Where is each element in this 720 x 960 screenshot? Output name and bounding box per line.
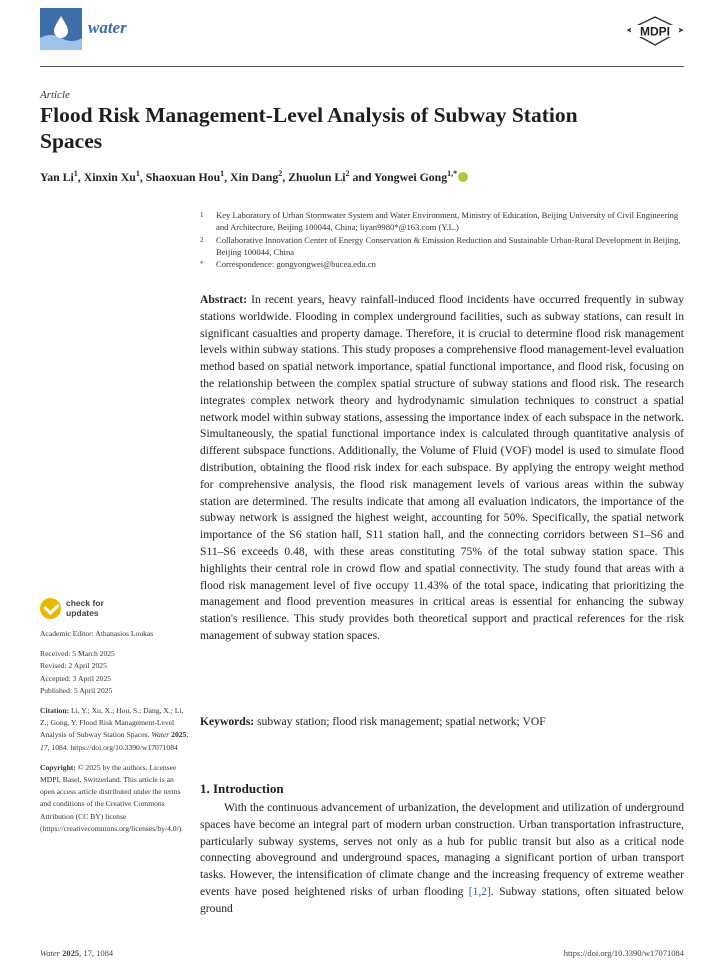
author-separator: and (349, 169, 375, 184)
citation-label: Citation: (40, 706, 70, 716)
received-date: Received: 5 March 2025 (40, 649, 115, 659)
footer-citation (40, 948, 113, 958)
citation-volume: 17 (40, 742, 48, 752)
affiliation-text: Key Laboratory of Urban Stormwater System and Water Environment, Ministry of Education, Beijing University of Civil Engineering and Architecture, Beijing 100044, China; liyan9980*@163.com (Y.L.) (216, 210, 679, 233)
copyright-label: Copyright: (40, 762, 76, 772)
academic-editor: Academic Editor: Athanasios Loukas (40, 629, 154, 638)
author-name[interactable]: Yongwei Gong (374, 169, 448, 184)
author-separator: , (224, 169, 231, 184)
affiliations (200, 209, 690, 270)
journal-name: water (88, 18, 127, 37)
orcid-icon[interactable] (458, 172, 468, 182)
affiliation-mark: 2 (200, 235, 204, 244)
author-separator: , (77, 169, 84, 184)
intro-text: With the continuous advancement of urbanization, the development and utilization of underground spaces have become an integral part of modern urban construction. Urban transportation infrastructure, particularly subway systems, serves not only as a hub for public transit but also as a critical node connecting aboveground and underground spaces, managing a significant portion of urban transport tasks. However, the intensification of climate change and the increasing frequency of extreme weather events have posed heightened risks of urban flooding (200, 801, 684, 898)
citation: Citation: Li, Y.; Xu, X.; Hou, S.; Dang, X.; Li, Z.; Gong, Y. Flood Risk Management-Level Analysis of Subway Station Spaces. Water 2025, 17, 1084. https://doi.org/10.3390/w17071084 (40, 706, 189, 752)
article-type: Article (40, 89, 70, 101)
mdpi-logo (626, 16, 684, 46)
section-heading-introduction: 1. Introduction (200, 781, 284, 796)
copyright (40, 762, 190, 835)
keywords (200, 715, 684, 728)
affiliation-text: Collaborative Innovation Center of Energy Conservation & Emission Reduction and Sustainable Urban-Rural Development in Beijing, Beijing 100044, China (216, 234, 681, 257)
mdpi-logo-text: MDPI (640, 24, 670, 39)
article-sidebar (40, 628, 190, 835)
copyright-text: © 2025 by the authors. Licensee MDPI, Basel, Switzerland. This article is an open access article distributed under the terms and conditions of the Creative Commons Attribution (CC BY) license (https://creativecommons.org/licenses/by/4.0/). (40, 762, 184, 833)
author-separator: , (282, 169, 289, 184)
author-name[interactable]: Xin Dang (230, 169, 279, 184)
citation-text: Li, Y.; Xu, X.; Hou, S.; Dang, X.; Li, Z.; Gong, Y. Flood Risk Management-Level Analysis of Subway Station Spaces. (40, 706, 184, 740)
author-name[interactable]: Xinxin Xu (83, 169, 136, 184)
abstract (200, 292, 684, 645)
abstract-text: In recent years, heavy rainfall-induced flood incidents have occurred frequently in subway stations worldwide. Flooding in complex underground facilities, such as subway stations, can result in significant casualties and property damage. Therefore, it is crucial to determine flood risk management levels within subway stations. This study proposes a comprehensive flood management-level evaluation method based on spatial network importance, spatial functional importance, and flood risk, focusing on the relationship between the complex spatial structure of subway stations and flood risk. The research integrates complex network theory and hydrodynamic simulation techniques to construct a spatial network model within subway stations, assessing the importance index of each subspace in the network. Simultaneously, the spatial functional importance index is calculated through quantitative analysis of different subspace functions. Additionally, the Volume of Fluid (VOF) model is used to simulate flood distribution, obtaining the flood risk index for each subspace. By applying the entropy weight method for comprehensive analysis, the flood risk management levels of various areas within the subway station are determined. The results indicate that among all evaluation indicators, the importance of the subway network is assigned the highest weight, accounting for 50%. Specifically, the spatial network importance of the S6 station hall, S11 station hall, and the connecting corridors between S1–S6 and S11–S6 exceeds 0.48, with these areas constituting 75% of the total subway station space. This highlights their central role in crowd flow and spatial connectivity. The study found that areas with a flood risk management level of five occupy 11.43% of the total space, indicating that prioritizing the management and flood prevention measures in critical areas is essential for enhancing the subway station's resilience. This study provides both theoretical support and practical references for the risk management of subway station spaces. (200, 293, 684, 642)
water-drop-icon (40, 8, 82, 50)
author-name[interactable]: Yan Li (40, 169, 74, 184)
accepted-date: Accepted: 3 April 2025 (40, 673, 112, 683)
affiliation-text: Correspondence: gongyongwei@bucea.edu.cn (216, 259, 376, 270)
footer-doi-link[interactable]: https://doi.org/10.3390/w17071084 (563, 948, 684, 958)
citation-year: 2025 (171, 730, 187, 740)
author-name[interactable]: Zhuolun Li (288, 169, 346, 184)
published-date: Published: 5 April 2025 (40, 685, 113, 695)
introduction-paragraph (200, 800, 684, 918)
footer-year: 2025 (62, 948, 80, 958)
author-affiliation-mark: 1 (135, 169, 140, 178)
check-for-updates-button[interactable] (40, 597, 130, 621)
author-affiliation-mark: 2 (345, 169, 350, 178)
header-divider (40, 66, 684, 67)
abstract-label: Abstract: (200, 293, 248, 306)
affiliation-item (200, 234, 690, 259)
author-affiliation-mark: 2 (278, 169, 283, 178)
check-updates-line1: check for (66, 598, 104, 608)
journal-logo (40, 8, 82, 50)
author-affiliation-mark: 1,* (447, 169, 458, 178)
intro-text-continued: . Subway stations, often situated below ground (200, 884, 684, 915)
affiliation-item (200, 258, 690, 270)
author-separator: , (139, 169, 146, 184)
author-list (40, 169, 680, 185)
revised-date: Revised: 2 April 2025 (40, 661, 107, 671)
citation-link[interactable]: [1,2] (468, 884, 491, 898)
citation-doi[interactable]: 1084. https://doi.org/10.3390/w17071084 (51, 742, 178, 752)
author-affiliation-mark: 1 (73, 169, 78, 178)
affiliation-mark: * (200, 260, 204, 269)
footer-volume: , 17, 1084 (79, 948, 114, 958)
affiliation-mark: 1 (200, 211, 204, 219)
keywords-text: subway station; flood risk management; spatial network; VOF (257, 715, 546, 728)
check-icon (40, 598, 61, 619)
author-name[interactable]: Shaoxuan Hou (145, 169, 221, 184)
citation-journal: Water (151, 730, 170, 740)
check-updates-line2: updates (66, 608, 99, 618)
keywords-label: Keywords: (200, 715, 255, 728)
article-title: Flood Risk Management-Level Analysis of Subway Station Spaces (40, 103, 578, 153)
footer-journal: Water (40, 948, 60, 958)
author-affiliation-mark: 1 (220, 169, 225, 178)
affiliation-item (200, 209, 690, 234)
